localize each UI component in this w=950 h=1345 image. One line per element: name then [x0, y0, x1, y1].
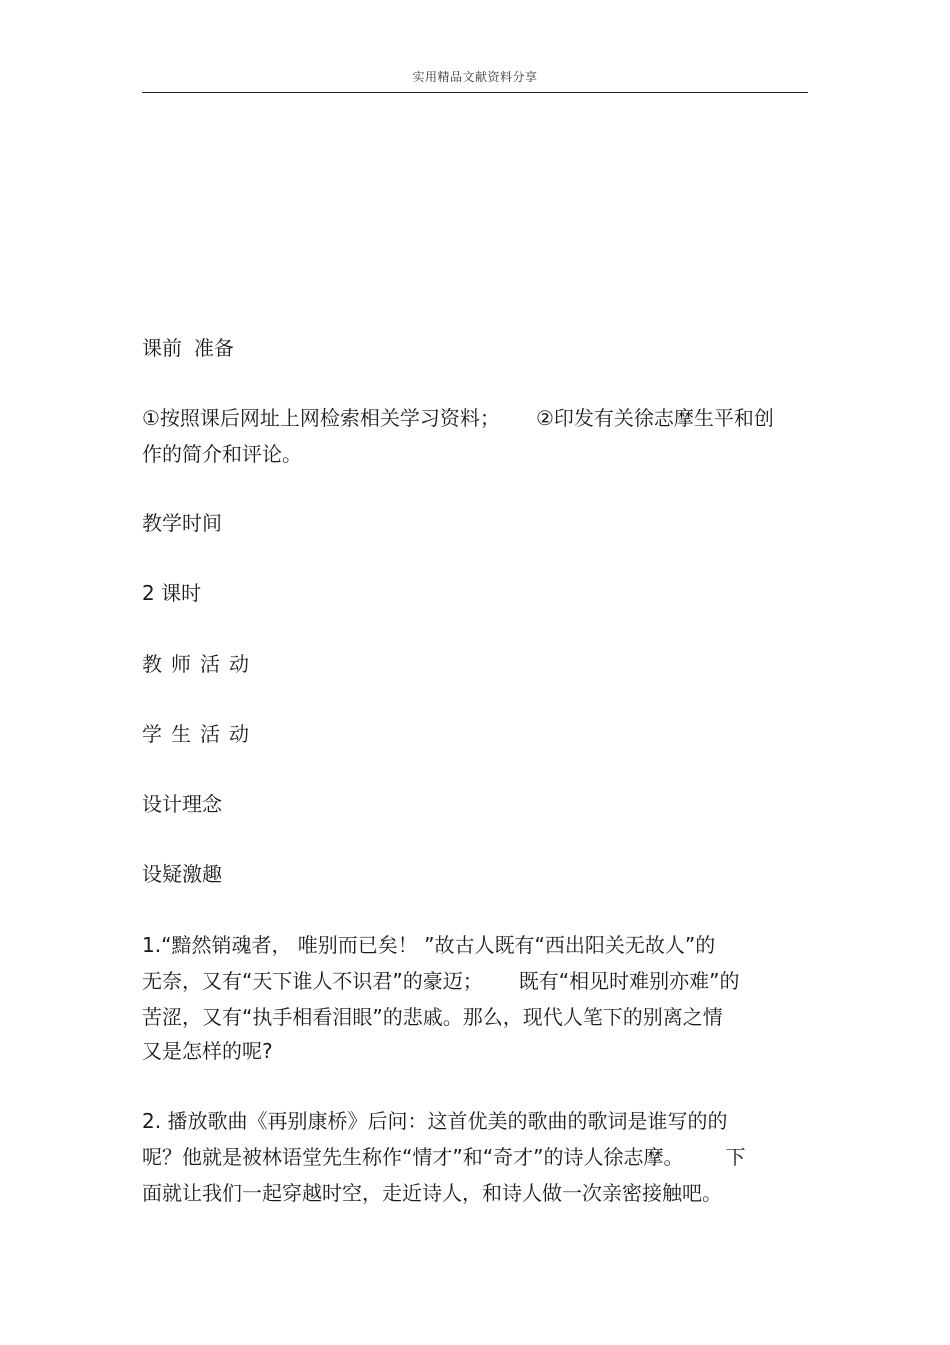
paragraph-1-line-1: 1.“黯然销魂者， 唯别而已矣！ ”故古人既有“西出阳关无故人”的 [142, 933, 716, 957]
design-concept-heading: 设计理念 [142, 792, 222, 816]
prep-line-2: 作的简介和评论。 [142, 442, 302, 466]
prep-heading [142, 331, 812, 365]
prep-item-2: ②印发有关徐志摩生平和创 [535, 406, 774, 430]
paragraph-1-line-2-part1: 无奈，又有“天下谁人不识君”的豪迈； [142, 969, 483, 993]
intro-heading: 设疑激趣 [142, 862, 222, 886]
paragraph-2-line-1: 2. 播放歌曲《再别康桥》后问：这首优美的歌曲的歌词是谁写的的 [142, 1109, 728, 1133]
student-activity-heading: 学生活动 [142, 722, 258, 746]
paragraph-1-line-2 [142, 964, 812, 998]
prep-heading-part1: 课前 [142, 336, 182, 360]
time-heading: 教学时间 [142, 511, 222, 535]
paragraph-2-line-2-part2: 下 [725, 1145, 746, 1169]
paragraph-2-line-2-part1: 呢？他就是被林语堂先生称作“情才”和“奇才”的诗人徐志摩。 [142, 1145, 684, 1169]
paragraph-1-line-3: 苦涩，又有“执手相看泪眼”的悲戚。那么，现代人笔下的别离之情 [142, 1005, 723, 1029]
header-title: 实用精品文献资料分享 [412, 70, 538, 84]
paragraph-2-line-2 [142, 1140, 812, 1174]
paragraph-1-line-2-part2: 既有“相见时难别亦难”的 [518, 969, 740, 993]
teacher-activity-heading: 教师活动 [142, 652, 258, 676]
paragraph-1-line-4: 又是怎样的呢? [142, 1039, 273, 1063]
paragraph-2-line-3: 面就让我们一起穿越时空，走近诗人，和诗人做一次亲密接触吧。 [142, 1181, 722, 1205]
page-header [142, 62, 808, 93]
prep-item-1: ①按照课后网址上网检索相关学习资料； [142, 406, 500, 430]
time-value: 2 课时 [142, 581, 202, 605]
prep-heading-part2: 准备 [194, 336, 234, 360]
prep-line-1 [142, 401, 812, 435]
